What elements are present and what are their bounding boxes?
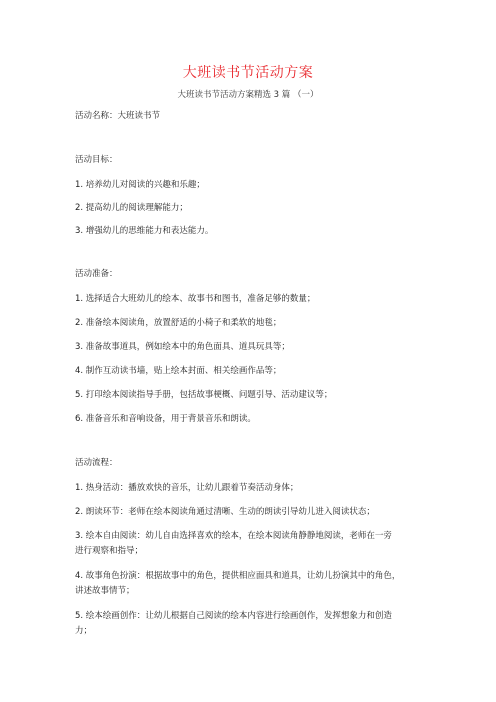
goal-item: 1. 培养幼儿对阅读的兴趣和乐趣； — [75, 180, 205, 190]
activity-name: 活动名称：大班读书节 — [75, 111, 161, 121]
process-item-continued: 讲述故事情节； — [75, 586, 135, 596]
preparation-item: 3. 准备故事道具，例如绘本中的角色面具、道具玩具等； — [75, 342, 290, 352]
preparation-item: 5. 打印绘本阅读指导手册，包括故事梗概、问题引导、活动建议等； — [75, 390, 333, 400]
preparation-item: 1. 选择适合大班幼儿的绘本、故事书和图书，准备足够的数量； — [75, 294, 316, 304]
process-item: 3. 绘本自由阅读：幼儿自由选择喜欢的绘本，在绘本阅读角静静地阅读，老师在一旁 — [75, 531, 392, 541]
preparation-item: 6. 准备音乐和音响设备，用于背景音乐和朗读。 — [75, 414, 256, 424]
document-title: 大班读书节活动方案 — [182, 65, 314, 81]
process-heading: 活动流程： — [75, 458, 118, 468]
process-item: 2. 朗读环节：老师在绘本阅读角通过清晰、生动的朗读引导幼儿进入阅读状态； — [75, 507, 375, 517]
goals-heading: 活动目标： — [75, 155, 118, 165]
process-item-continued: 力； — [75, 626, 93, 636]
goal-item: 3. 增强幼儿的思维能力和表达能力。 — [75, 226, 214, 236]
process-item: 4. 故事角色扮演：根据故事中的角色，提供相应面具和道具，让幼儿扮演其中的角色， — [75, 571, 401, 581]
preparation-heading: 活动准备： — [75, 269, 118, 279]
process-item: 5. 绘本绘画创作：让幼儿根据自己阅读的绘本内容进行绘画创作，发挥想象力和创造 — [75, 611, 392, 621]
goal-item: 2. 提高幼儿的阅读理解能力； — [75, 203, 188, 213]
preparation-item: 2. 准备绘本阅读角，放置舒适的小椅子和柔软的地毯； — [75, 318, 282, 328]
process-item-continued: 进行观察和指导； — [75, 546, 144, 556]
document-subtitle: 大班读书节活动方案精选 3 篇 （一） — [177, 90, 319, 100]
process-item: 1. 热身活动：播放欢快的音乐，让幼儿跟着节奏活动身体； — [75, 483, 299, 493]
preparation-item: 4. 制作互动读书墙，贴上绘本封面、相关绘画作品等； — [75, 366, 282, 376]
